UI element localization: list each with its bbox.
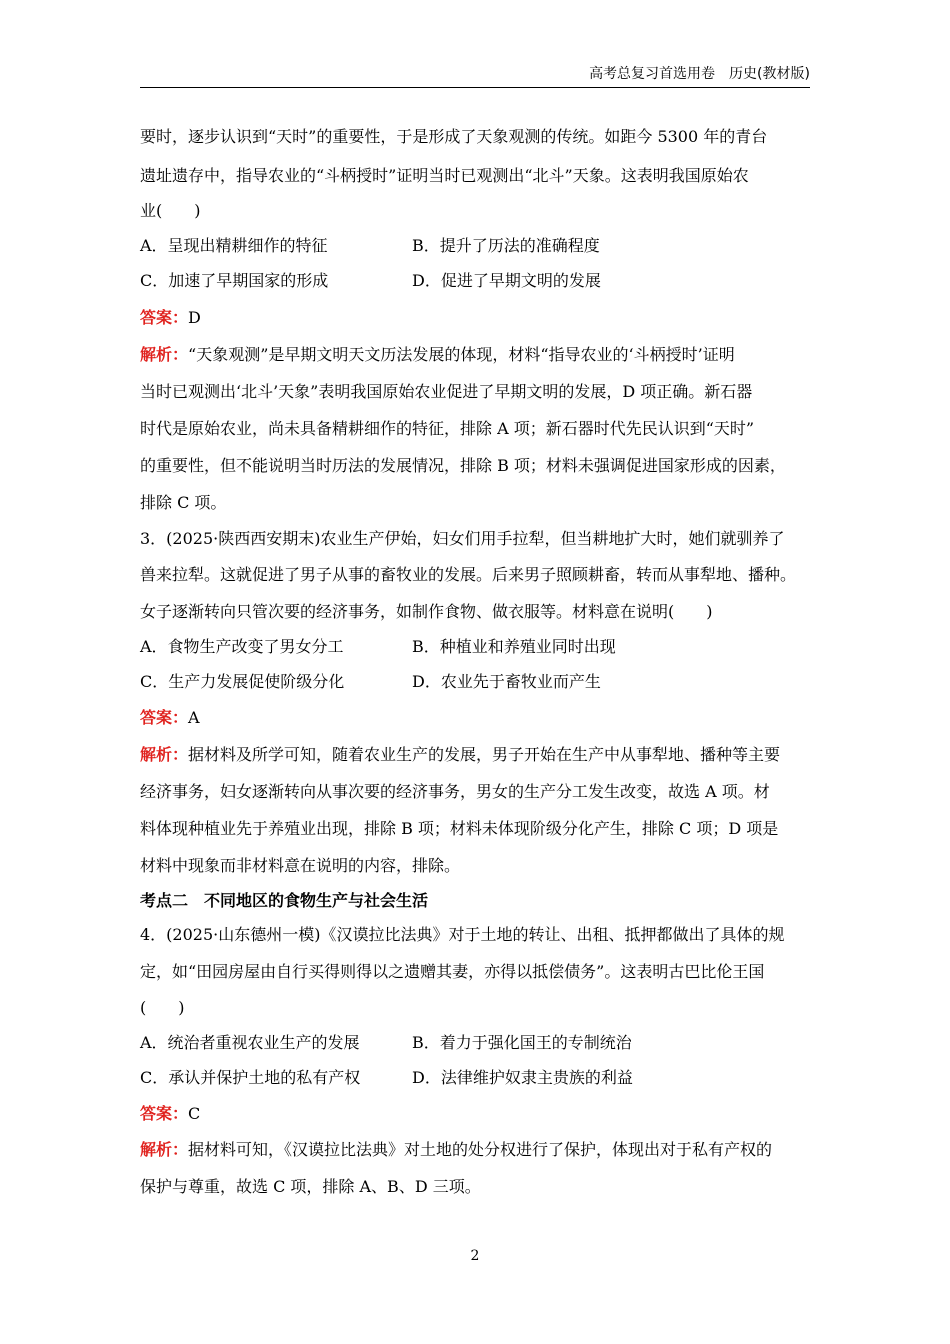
analysis-label: 解析： <box>140 745 189 764</box>
q4-option-a: A．统治者重视农业生产的发展 <box>140 1033 360 1052</box>
q2-analysis-line-5: 排除 C 项。 <box>140 493 227 512</box>
q2-analysis-line-3: 时代是原始农业，尚未具备精耕细作的特征，排除 A 项；新石器时代先民认识到“天时” <box>140 419 755 438</box>
q2-analysis-line-2: 当时已观测出‘北斗’天象”表明我国原始农业促进了早期文明的发展，D 项正确。新石器 <box>140 382 753 401</box>
answer-label: 答案： <box>140 308 189 327</box>
answer-label: 答案： <box>140 708 189 727</box>
q3-stem-line-2: 兽来拉犁。这就促进了男子从事的畜牧业的发展。后来男子照顾耕畜，转而从事犁地、播种。 <box>140 565 797 584</box>
q3-analysis-line-1 <box>140 744 810 766</box>
running-header: 高考总复习首选用卷 历史(教材版) <box>589 66 810 82</box>
analysis-text: “天象观测”是早期文明天文历法发展的体现，材料“指导农业的‘斗柄授时’证明 <box>188 345 735 364</box>
analysis-label: 解析： <box>140 1140 189 1159</box>
q3-stem-line-1: 3．(2025·陕西西安期末)农业生产伊始，妇女们用手拉犁，但当耕地扩大时，她们就驯养了 <box>140 529 785 548</box>
q3-option-b: B．种植业和养殖业同时出现 <box>412 637 616 656</box>
answer-value: A <box>188 708 200 727</box>
answer-label: 答案： <box>140 1104 189 1123</box>
analysis-text: 据材料及所学可知，随着农业生产的发展，男子开始在生产中从事犁地、播种等主要 <box>188 745 781 764</box>
q4-answer <box>140 1103 810 1125</box>
q3-stem-line-3: 女子逐渐转向只管次要的经济事务，如制作食物、做衣服等。材料意在说明( ) <box>140 602 713 621</box>
q2-analysis-line-4: 的重要性，但不能说明当时历法的发展情况，排除 B 项；材料未强调促进国家形成的因素， <box>140 456 786 475</box>
q2-analysis-line-1 <box>140 344 810 366</box>
q3-option-a: A．食物生产改变了男女分工 <box>140 637 344 656</box>
q2-stem-line-3: 业( ) <box>140 201 201 220</box>
q3-analysis-line-3: 料体现种植业先于养殖业出现，排除 B 项；材料未体现阶级分化产生，排除 C 项；D 项是 <box>140 819 779 838</box>
q2-stem-line-1: 要时，逐步认识到“天时”的重要性，于是形成了天象观测的传统。如距今 5300 年的青台 <box>140 127 768 146</box>
analysis-label: 解析： <box>140 345 189 364</box>
q2-stem-line-2: 遗址遗存中，指导农业的“斗柄授时”证明当时已观测出“北斗”天象。这表明我国原始农 <box>140 166 749 185</box>
q3-analysis-line-2: 经济事务，妇女逐渐转向从事次要的经济事务，男女的生产分工发生改变，故选 A 项。材 <box>140 782 770 801</box>
header-rule <box>140 87 810 88</box>
q3-answer <box>140 707 810 729</box>
q4-stem-line-2: 定，如“田园房屋由自行买得则得以之遗赠其妻，亦得以抵偿债务”。这表明古巴比伦王国 <box>140 962 765 981</box>
q4-analysis-line-1 <box>140 1139 810 1161</box>
q4-option-d: D．法律维护奴隶主贵族的利益 <box>412 1068 633 1087</box>
q2-answer <box>140 307 810 329</box>
q4-stem-line-1: 4．(2025·山东德州一模)《汉谟拉比法典》对于土地的转让、出租、抵押都做出了具体的规 <box>140 925 785 944</box>
q2-option-b: B．提升了历法的准确程度 <box>412 236 600 255</box>
q3-analysis-line-4: 材料中现象而非材料意在说明的内容，排除。 <box>140 856 461 875</box>
analysis-text: 据材料可知，《汉谟拉比法典》对土地的处分权进行了保护，体现出对于私有产权的 <box>188 1140 773 1159</box>
q3-option-d: D．农业先于畜牧业而产生 <box>412 672 601 691</box>
q3-option-c: C．生产力发展促使阶级分化 <box>140 672 345 691</box>
page-number: 2 <box>470 1248 480 1264</box>
q4-stem-line-3: ( ) <box>140 998 185 1017</box>
q2-option-d: D．促进了早期文明的发展 <box>412 271 601 290</box>
q2-option-c: C．加速了早期国家的形成 <box>140 271 329 290</box>
q4-option-c: C．承认并保护土地的私有产权 <box>140 1068 361 1087</box>
q2-option-a: A．呈现出精耕细作的特征 <box>140 236 328 255</box>
answer-value: C <box>188 1104 201 1123</box>
q4-option-b: B．着力于强化国王的专制统治 <box>412 1033 632 1052</box>
answer-value: D <box>188 308 201 327</box>
section-heading: 考点二 不同地区的食物生产与社会生活 <box>140 891 429 910</box>
q4-analysis-line-2: 保护与尊重，故选 C 项，排除 A、B、D 三项。 <box>140 1177 481 1196</box>
